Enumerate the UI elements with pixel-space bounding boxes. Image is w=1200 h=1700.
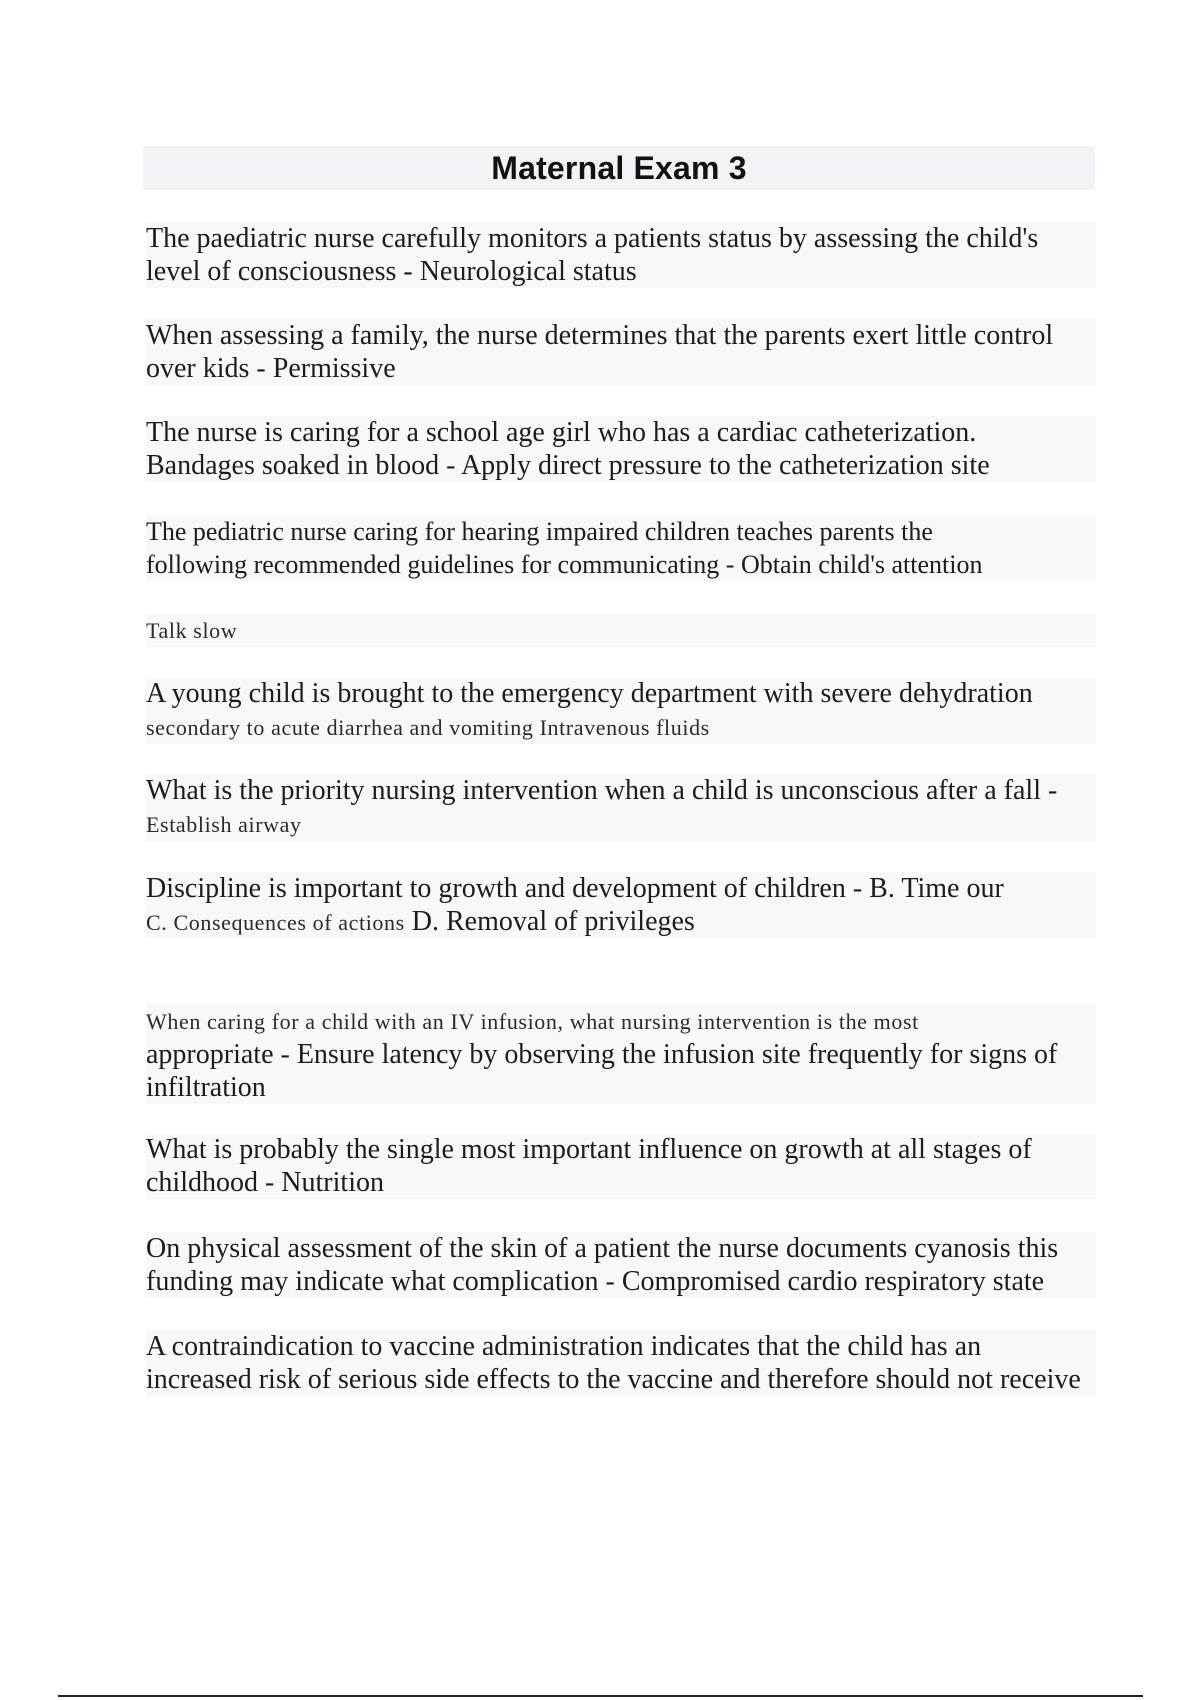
question-line: The paediatric nurse carefully monitors a patients status by assessing the child's — [146, 223, 1039, 254]
question-line: increased risk of serious side effects to the vaccine and therefore should not receive — [146, 1364, 1081, 1395]
question-item-3 — [146, 416, 1096, 482]
question-line: secondary to acute diarrhea and vomiting Intravenous fluids — [146, 715, 710, 740]
question-line: The nurse is caring for a school age girl who has a cardiac catheterization. — [146, 417, 977, 448]
question-line: Talk slow — [146, 618, 238, 643]
question-line: over kids - Permissive — [146, 353, 396, 384]
question-line: Establish airway — [146, 812, 302, 837]
question-line: appropriate - Ensure latency by observing the infusion site frequently for signs of — [146, 1039, 1058, 1070]
question-line: Discipline is important to growth and development of children - B. Time our — [146, 873, 1004, 904]
question-item-10 — [146, 1133, 1096, 1199]
question-line: The pediatric nurse caring for hearing impaired children teaches parents the — [146, 517, 933, 546]
question-line: level of consciousness - Neurological status — [146, 256, 637, 287]
question-item-9 — [146, 1004, 1096, 1104]
question-line: funding may indicate what complication - Compromised cardio respiratory state — [146, 1266, 1045, 1297]
question-line: D. Removal of privileges — [411, 906, 695, 937]
question-line: What is the priority nursing intervention when a child is unconscious after a fall - — [146, 775, 1058, 806]
title-band — [143, 146, 1095, 190]
question-item-4 — [146, 515, 1096, 581]
question-line: childhood - Nutrition — [146, 1167, 384, 1198]
question-item-11 — [146, 1232, 1096, 1298]
question-item-8 — [146, 872, 1096, 938]
question-line: following recommended guidelines for communicating - Obtain child's attention — [146, 550, 983, 579]
question-line: When caring for a child with an IV infusion, what nursing intervention is the most — [146, 1009, 919, 1034]
question-line: A young child is brought to the emergency department with severe dehydration — [146, 678, 1033, 709]
question-item-6 — [146, 677, 1096, 744]
question-item-7 — [146, 774, 1096, 841]
question-item-5 — [146, 614, 1096, 647]
question-item-2 — [146, 319, 1096, 385]
question-line: On physical assessment of the skin of a patient the nurse documents cyanosis this — [146, 1233, 1059, 1264]
question-line: A contraindication to vaccine administration indicates that the child has an — [146, 1331, 982, 1362]
footer-rule — [58, 1695, 1143, 1697]
question-line: When assessing a family, the nurse determines that the parents exert little control — [146, 320, 1054, 351]
question-line: Bandages soaked in blood - Apply direct pressure to the catheterization site — [146, 450, 990, 481]
question-line: infiltration — [146, 1072, 266, 1103]
question-item-1 — [146, 222, 1096, 288]
page-title: Maternal Exam 3 — [491, 149, 747, 186]
question-line: C. Consequences of actions — [146, 910, 405, 935]
question-line: What is probably the single most important influence on growth at all stages of — [146, 1134, 1032, 1165]
question-item-12 — [146, 1330, 1096, 1396]
